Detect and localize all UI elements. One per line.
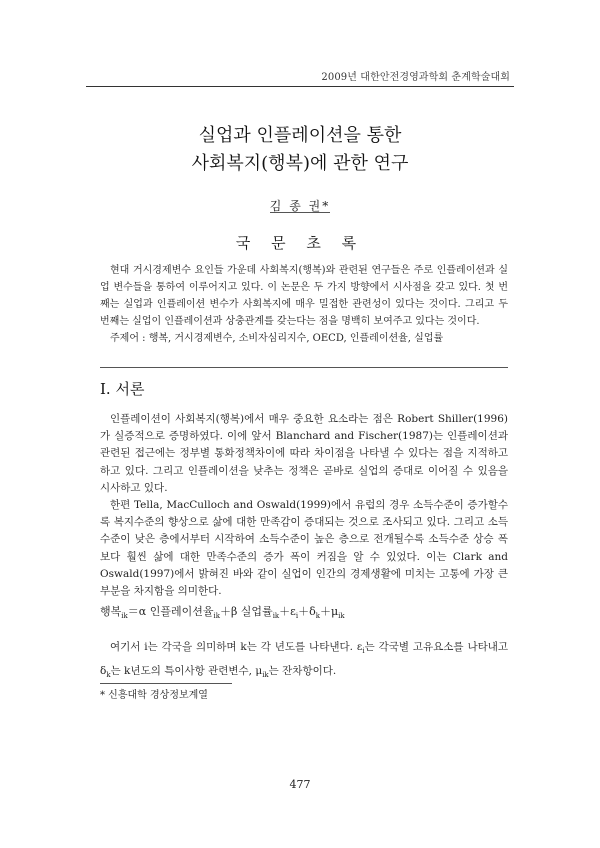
regression-equation: 행복$_{ik}$＝α 인플레이션율$_{ik}$＋β 실업률$_{ik}+\varepsilon_i+\delta_k+\mu_{ik}$ xyxy=(100,605,345,621)
introduction-body xyxy=(100,411,508,600)
explanation-paragraph xyxy=(100,637,508,685)
author-affiliation-footnote: * 신흥대학 경상정보계열 xyxy=(100,690,208,701)
explanation-part-4: 는 잔차항이다. xyxy=(268,665,337,678)
eq-sub-ik-2: ik xyxy=(213,612,220,621)
ex-sub-k: k xyxy=(106,671,111,680)
eq-sub-k: k xyxy=(315,612,320,621)
ex-sub-ik: ik xyxy=(262,671,269,680)
ex-delta: δ xyxy=(100,665,107,678)
eq-inflation: 인플레이션율 xyxy=(149,605,214,618)
eq-epsilon: ε xyxy=(290,605,296,618)
eq-sub-ik-3: ik xyxy=(272,612,280,621)
explanation-part-2: 는 각국별 고유요소를 나타내고 xyxy=(364,641,509,653)
eq-sub-ik-4: ik xyxy=(338,612,345,621)
footnote-rule xyxy=(100,683,232,684)
title-line-1: 실업과 인플레이션을 통한 xyxy=(198,125,402,146)
eq-beta: β xyxy=(230,605,238,618)
section-divider xyxy=(100,367,508,368)
eq-mu: μ xyxy=(331,605,339,618)
keywords-line: 주제어 : 행복, 거시경제변수, 소비자심리지수, OECD, 인플레이션율, 실업률 xyxy=(110,333,444,344)
paragraph-2: 한편 Tella, MacCulloch and Oswald(1999)에서 유럽의 경우 소득수준이 증가할수록 복지수준의 향상으로 삶에 대한 만족감이 증대되는 것으로 조사되고 있다. 그리고 소득수준이 낮은 층에서부터 시작하여 소득수준이 높은 층으로 전개될수록 소득수준 상승 폭보다 훨씬 삶에 대한 만족수준의 증가 폭이 커짐을 알 수 있었다. 이는 Clark and Oswald(1997)에서 밝혀진 바와 같이 실업이 인간의 경제생활에 미치는 고통에 가장 큰 부분을 차지함을 의미한다. xyxy=(100,499,508,598)
ex-sub-i: i xyxy=(362,647,365,656)
abstract-text: 현대 거시경제변수 요인들 가운데 사회복지(행복)와 관련된 연구들은 주로 인플레이션과 실업 변수들을 통하여 이루어지고 있다. 이 논문은 두 가지 방향에서 시사점을 갖고 있다. 첫 번째는 실업과 인플레이션 변수가 사회복지에 매우 밀접한 관련성이 있다는 것이다. 그리고 두 번째는 실업이 인플레이션과 상충관계를 갖는다는 점을 명백히 보여주고 있다는 것이다. xyxy=(100,265,508,327)
eq-sub-i: i xyxy=(295,612,299,621)
eq-sub-ik: ik xyxy=(121,612,128,621)
explanation-part-1: 여기서 i는 각국을 의미하며 k는 각 년도를 나타낸다. xyxy=(110,641,353,653)
eq-unemployment: 실업률 xyxy=(240,605,273,618)
ex-mu: μ xyxy=(255,665,263,678)
page-number: 477 xyxy=(289,778,311,791)
abstract-body xyxy=(100,262,508,347)
header-rule xyxy=(86,86,514,87)
author-name: 김 종 권* xyxy=(269,199,331,213)
author-underline xyxy=(270,212,330,213)
explanation-part-3: 는 k년도의 특이사항 관련변수, xyxy=(110,665,253,678)
equation-explanation xyxy=(100,637,508,685)
ex-epsilon: ε xyxy=(356,641,363,653)
paper-title xyxy=(0,122,600,178)
abstract-heading: 국 문 초 록 xyxy=(235,234,365,252)
section-heading-introduction: Ⅰ. 서론 xyxy=(100,380,145,398)
eq-delta: δ xyxy=(309,605,316,618)
eq-alpha: α xyxy=(138,605,147,618)
running-header: 2009년 대한안전경영과학회 춘계학술대회 xyxy=(321,72,510,83)
title-line-2: 사회복지(행복)에 관한 연구 xyxy=(191,153,409,174)
eq-lhs: 행복 xyxy=(100,605,122,618)
paragraph-1: 인플레이션이 사회복지(행복)에서 매우 중요한 요소라는 점은 Robert Shiller(1996)가 실증적으로 증명하였다. 이에 앞서 Blanchard and Fischer(1987)는 인플레이션과 관련된 접근에는 정부별 통화정책차이에 따라 차이점을 나타낼 수 있다는 점을 지적하고 하고 있다. 그리고 인플레이션을 낮추는 정책은 곧바로 실업의 증대로 이어질 수 있음을 시사하고 있다. xyxy=(100,413,508,494)
